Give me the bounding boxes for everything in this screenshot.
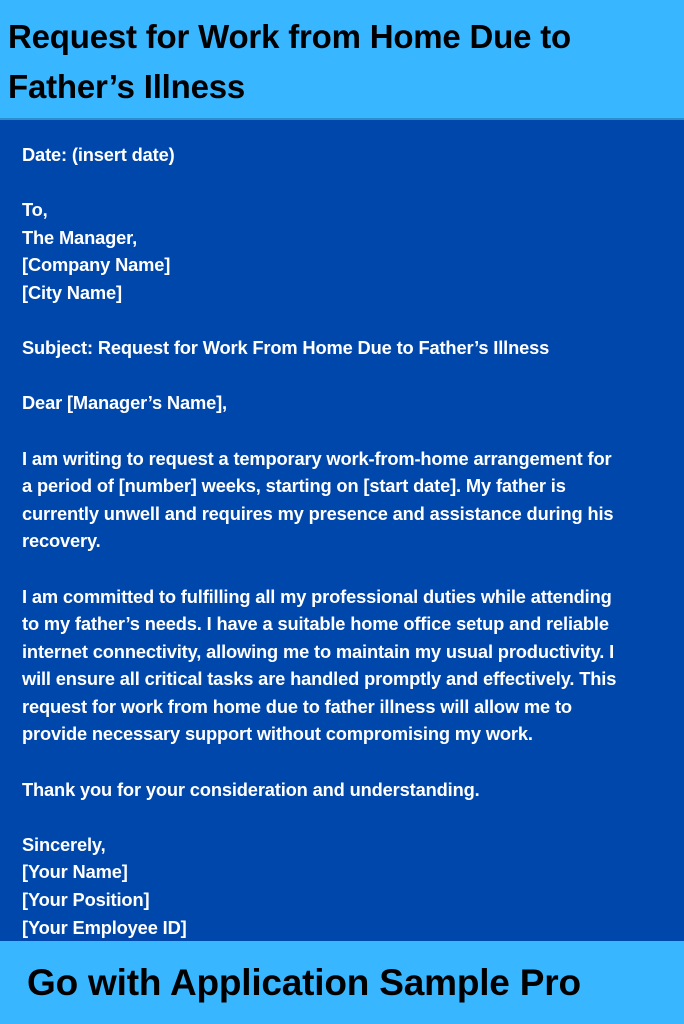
letter-company: [Company Name] xyxy=(22,254,171,276)
spacer xyxy=(22,307,662,335)
paragraph-commitment xyxy=(22,583,662,749)
letter-salutation: Dear [Manager’s Name], xyxy=(22,392,227,414)
spacer xyxy=(22,748,662,776)
letter-signature-employee-id: [Your Employee ID] xyxy=(22,916,187,938)
paragraph-line: provide necessary support without compromising my work. xyxy=(22,723,533,745)
spacer xyxy=(22,555,662,583)
page-title xyxy=(8,12,684,112)
spacer xyxy=(22,362,662,390)
letter-signature-name: [Your Name] xyxy=(22,861,128,883)
paragraph-line: I am committed to fulfilling all my professional duties while attending xyxy=(22,585,612,607)
paragraph-line: currently unwell and requires my presence and assistance during his xyxy=(22,502,614,524)
spacer xyxy=(22,417,662,445)
paragraph-line: I am writing to request a temporary work-from-home arrangement for xyxy=(22,447,612,469)
paragraph-line: internet connectivity, allowing me to maintain my usual productivity. I xyxy=(22,640,615,662)
footer-banner xyxy=(0,941,684,1024)
letter-date: Date: (insert date) xyxy=(22,144,175,165)
letter-to: To, xyxy=(22,199,48,221)
title-banner xyxy=(0,0,684,120)
paragraph-line: a period of [number] weeks, starting on [start date]. My father is xyxy=(22,475,566,497)
letter-thanks: Thank you for your consideration and understanding. xyxy=(22,778,480,800)
paragraph-line: to my father’s needs. I have a suitable home office setup and reliable xyxy=(22,613,609,635)
letter-signature-position: [Your Position] xyxy=(22,889,150,911)
letter-subject: Subject: Request for Work From Home Due to Father’s Illness xyxy=(22,337,550,359)
title-line-1: Request for Work from Home Due to xyxy=(8,18,572,55)
spacer xyxy=(22,803,662,831)
letter-closing: Sincerely, xyxy=(22,833,106,855)
paragraph-request xyxy=(22,445,662,555)
title-line-2: Father’s Illness xyxy=(8,68,246,105)
letter-city: [City Name] xyxy=(22,281,122,303)
paragraph-line: recovery. xyxy=(22,530,101,552)
footer-brand-text: Go with Application Sample Pro xyxy=(27,961,581,1003)
spacer xyxy=(22,169,662,197)
letter-recipient: The Manager, xyxy=(22,226,138,248)
paragraph-line: will ensure all critical tasks are handled promptly and effectively. This xyxy=(22,668,617,690)
letter-body xyxy=(22,141,662,941)
paragraph-line: request for work from home due to father illness will allow me to xyxy=(22,695,572,717)
